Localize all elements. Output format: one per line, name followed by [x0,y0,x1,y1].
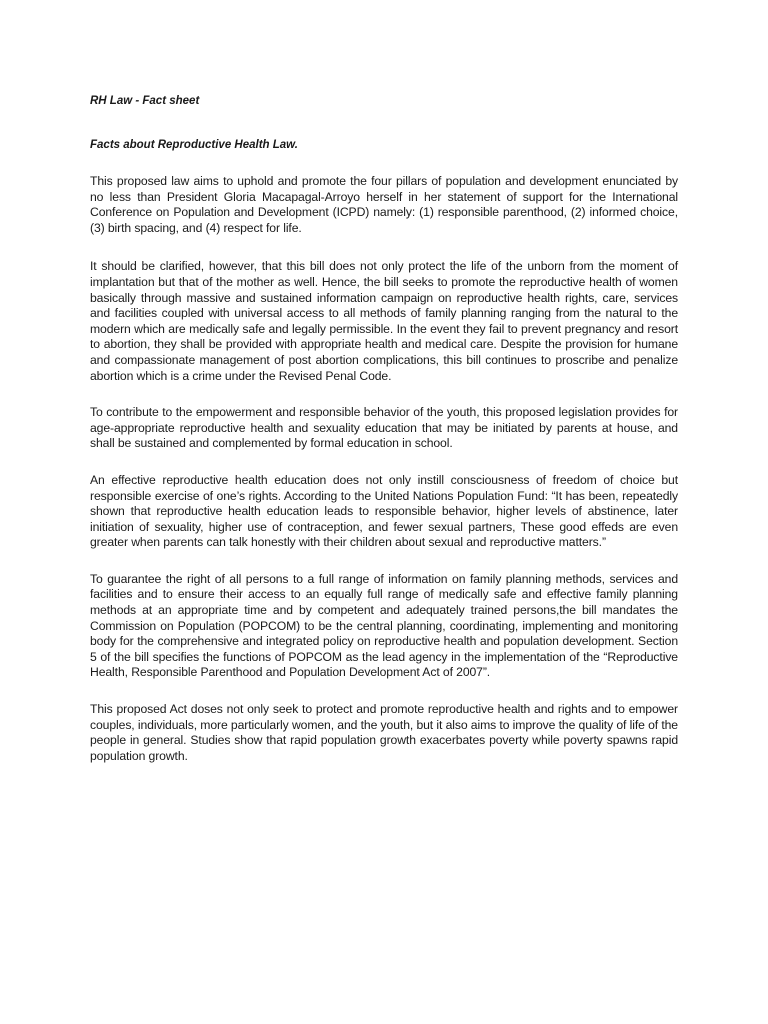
document-subtitle: Facts about Reproductive Health Law. [90,139,298,151]
paragraph-youth: To contribute to the empowerment and responsible behavior of the youth, this proposed legislation provides for age-appropriate reproductive health and sexuality education that may be initiated by parents at house, and shall be sustained and complemented by formal education in school. [90,405,678,451]
paragraph-education: An effective reproductive health education does not only instill consciousness of freedom of choice but responsible exercise of one’s rights. According to the United Nations Population Fund: “It has been, repeatedly shown that reproductive health education leads to responsible behavior, higher levels of abstinence, later initiation of sexuality, higher use of contraception, and fewer sexual partners, These good effeds are even greater when parents can talk honestly with their children about sexual and reproductive matters.” [90,472,678,550]
paragraph-quality-of-life: This proposed Act doses not only seek to protect and promote reproductive health and rights and to empower couples, individuals, more particularly women, and the youth, but it also aims to improve the quality of life of the people in general. Studies show that rapid population growth exacerbates poverty while poverty spawns rapid population growth. [90,702,678,763]
document-page [90,94,678,785]
paragraph-clarification: It should be clarified, however, that this bill does not only protect the life of the unborn from the moment of implantation but that of the mother as well. Hence, the bill seeks to promote the reproductive health of women basically through massive and sustained information campaign on reproductive health rights, care, services and facilities coupled with universal access to all methods of family planning ranging from the natural to the modern which are medically safe and legally permissible. In the event they fail to prevent pregnancy and resort to abortion, they shall be provided with appropriate health and medical care. Despite the provision for humane and compassionate management of post abortion complications, this bill continues to proscribe and penalize abortion which is a crime under the Revised Penal Code. [90,259,678,383]
paragraph-pillars: This proposed law aims to uphold and promote the four pillars of population and development enunciated by no less than President Gloria Macapagal-Arroyo herself in her statement of support for the International Conference on Population and Development (ICPD) namely: (1) responsible parenthood, (2) informed choice, (3) birth spacing, and (4) respect for life. [90,174,678,235]
document-title: RH Law - Fact sheet [90,95,200,107]
paragraph-popcom: To guarantee the right of all persons to a full range of information on family planning methods, services and facilities and to ensure their access to an equally full range of medically safe and effective family planning methods at an appropriate time and by competent and adequately trained persons,the bill mandates the Commission on Population (POPCOM) to be the central planning, coordinating, implementing and monitoring body for the comprehensive and integrated policy on reproductive health and population development. Section 5 of the bill specifies the functions of POPCOM as the lead agency in the implementation of the “Reproductive Health, Responsible Parenthood and Population Development Act of 2007”. [90,571,678,680]
